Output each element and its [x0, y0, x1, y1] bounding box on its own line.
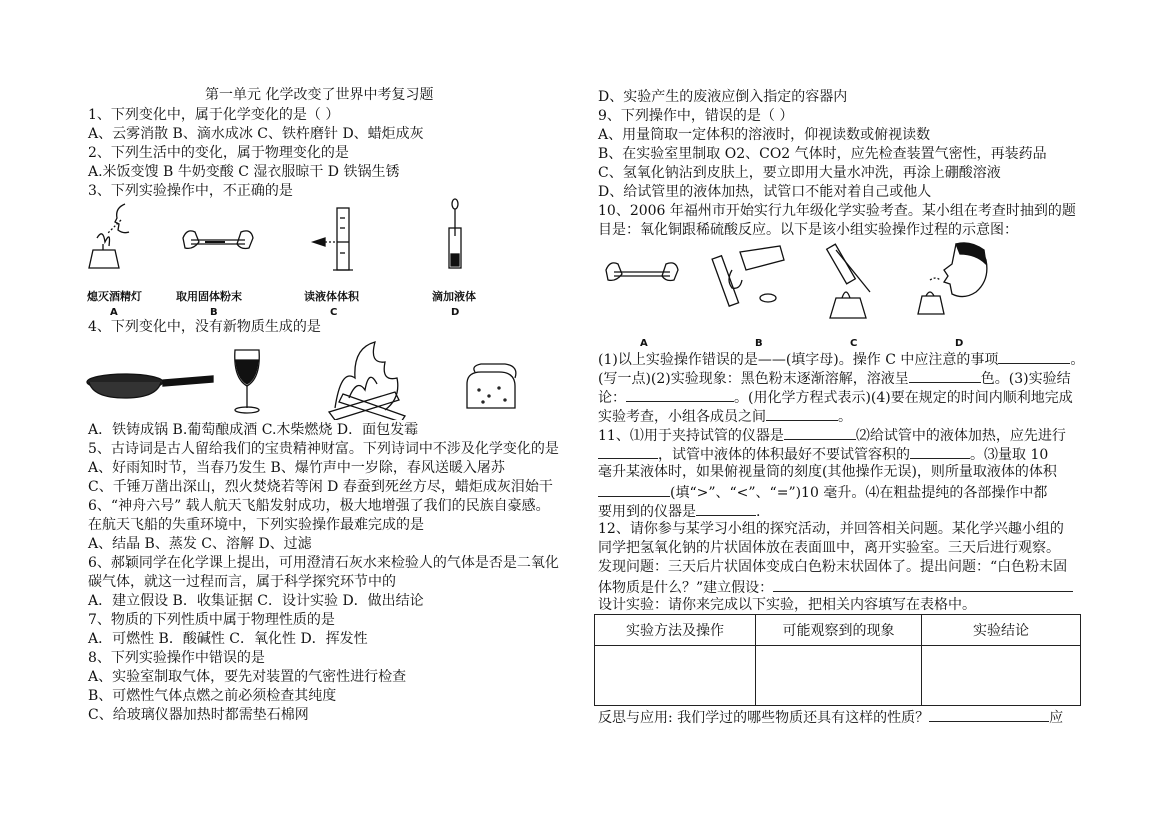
wine-glass-illustration	[235, 350, 260, 413]
figure-letter: C	[330, 307, 338, 318]
question-text: 目是：氧化铜跟稀硫酸反应。以下是该小组实验操作过程的示意图：	[598, 222, 1018, 238]
answer-blank[interactable]	[910, 444, 970, 459]
figure-caption: 熄灭酒精灯	[87, 290, 142, 303]
question-text	[598, 577, 1073, 598]
table-cell[interactable]	[756, 646, 922, 706]
text-segment: ，试管中液体的体积最好不要试管容积的	[658, 447, 910, 463]
question-text: 设计实验：请你来完成以下实验，把相关内容填写在表格中。	[598, 597, 976, 613]
text-segment: .	[756, 504, 761, 520]
text-segment: 。	[1070, 352, 1085, 368]
answer-blank[interactable]	[696, 501, 756, 516]
text-segment: 。⑶量取 10	[970, 447, 1049, 463]
figure-letter: D	[955, 338, 964, 349]
text-segment: 反思与应用: 我们学过的哪些物质还具有这样的性质？	[598, 710, 930, 726]
question-text: 发现问题：三天后片状固体变成白色粉末状固体了。提出问题：“白色粉末固	[598, 559, 1068, 575]
question-text: 毫升某液体时，如果俯视量筒的刻度(其他操作无误)，则所量取液体的体积	[598, 464, 1057, 480]
text-segment: ⑵给试管中的液体加热，应先进行	[855, 428, 1066, 444]
pan-illustration	[87, 374, 213, 398]
table-header: 可能观察到的现象	[756, 615, 922, 646]
question-text	[598, 482, 1047, 503]
text-segment: 要用到的仪器是	[598, 504, 696, 520]
question-text	[598, 368, 1071, 389]
dropper-illustration	[449, 199, 461, 268]
answer-blank[interactable]	[598, 444, 658, 459]
question-text: A、用量筒取一定体积的溶液时，仰视读数或俯视读数	[598, 127, 931, 143]
question-text: A．可燃性 B．酸碱性 C．氧化性 D．挥发性	[88, 631, 368, 647]
question-text: 5、古诗词是古人留给我们的宝贵精神财富。下列诗词中不涉及化学变化的是	[88, 441, 559, 457]
experiment-table	[594, 614, 1081, 706]
powder-in-tube-illustration	[606, 263, 678, 281]
question-text: 碳气体，就这一过程而言，属于科学探究环节中的	[88, 574, 396, 590]
lab-operations-figure	[85, 198, 485, 298]
question-text	[598, 425, 1066, 446]
question-text: D、实验产生的废液应倒入指定的容器内	[598, 89, 848, 105]
smell-gas-illustration	[918, 243, 987, 314]
question-text	[598, 387, 1073, 408]
question-text: A．建立假设 B．收集证据 C．设计实验 D．做出结论	[88, 593, 424, 609]
question-text: C、氢氧化钠沾到皮肤上，要立即用大量水冲洗，再涂上硼酸溶液	[598, 165, 1001, 181]
table-cell[interactable]	[922, 646, 1081, 706]
text-segment: 色。(3)实验结	[980, 371, 1071, 387]
table-cell[interactable]	[595, 646, 756, 706]
figure-caption: 滴加液体	[432, 290, 476, 303]
question-text: 6、“神舟六号” 载人航天飞船发射成功，极大地增强了我们的民族自豪感。	[88, 498, 550, 514]
pour-acid-illustration	[712, 246, 784, 306]
question-text: A、结晶 B、蒸发 C、溶解 D、过滤	[88, 536, 312, 552]
question-text: C、给玻璃仪器加热时都需垫石棉网	[88, 707, 309, 723]
question-text	[598, 406, 852, 427]
figure-letter: D	[451, 307, 460, 318]
question-text: 12、请你参与某学习小组的探究活动，并回答相关问题。某化学兴趣小组的	[598, 521, 1064, 537]
text-segment: 11、⑴用于夹持试管的仪器是	[598, 428, 784, 444]
campfire-illustration	[329, 342, 405, 420]
figure-letter: B	[755, 338, 763, 349]
question-text	[598, 501, 760, 522]
question-text: 7、物质的下列性质中属于物理性质的是	[88, 612, 335, 628]
question-text: 3、下列实验操作中，不正确的是	[88, 183, 293, 199]
answer-blank[interactable]	[784, 425, 856, 440]
figure-caption: 取用固体粉末	[176, 290, 242, 303]
text-segment: (1)以上实验操作错误的是——(填字母)。操作 C 中应注意的事项	[598, 352, 999, 368]
question-text: B、可燃性气体点燃之前必须检查其纯度	[88, 688, 337, 704]
answer-blank[interactable]	[626, 387, 734, 402]
table-header: 实验方法及操作	[595, 615, 756, 646]
table-header: 实验结论	[922, 615, 1081, 646]
answer-blank[interactable]	[598, 482, 670, 497]
text-segment: 。(用化学方程式表示)(4)要在规定的时间内顺利地完成	[734, 390, 1073, 406]
question-text: 4、下列变化中，没有新物质生成的是	[88, 319, 321, 335]
text-segment: 论：	[598, 390, 626, 406]
text-segment: 体物质是什么？”建立假设：	[598, 580, 774, 596]
answer-blank[interactable]	[998, 349, 1070, 364]
figure-caption: 读液体体积	[304, 290, 359, 303]
text-segment: 实验考查，小组各成员之间	[598, 409, 766, 425]
question-text: A、云雾消散 B、滴水成冰 C、铁杵磨针 D、蜡炬成灰	[88, 126, 424, 142]
text-segment: 应	[1049, 710, 1064, 726]
question-text: A、好雨知时节，当春乃发生 B、爆竹声中一岁除，春风送暖入屠苏	[88, 460, 505, 476]
answer-blank[interactable]	[909, 368, 981, 383]
question-text	[598, 444, 1048, 465]
figure-letter: B	[210, 307, 218, 318]
read-cylinder-illustration	[313, 208, 353, 270]
question-text: 在航天飞船的失重环境中，下列实验操作最难完成的是	[88, 517, 424, 533]
text-segment: (写一点)(2)实验现象：黑色粉末逐渐溶解，溶液呈	[598, 371, 909, 387]
question-text: 8、下列实验操作中错误的是	[88, 650, 265, 666]
q10-figure	[600, 240, 1000, 340]
question-text: D、给试管里的液体加热，试管口不能对着自己或他人	[598, 184, 932, 200]
question-text: 6、郝颖同学在化学课上提出，可用澄清石灰水来检验人的气体是否是二氧化	[88, 555, 559, 571]
page-title: 第一单元 化学改变了世界中考复习题	[205, 87, 434, 103]
question-text: 2、下列生活中的变化，属于物理变化的是	[88, 145, 349, 161]
question-text: 同学把氢氧化钠的片状固体放在表面皿中，离开实验室。三天后进行观察。	[598, 540, 1060, 556]
text-segment: (填“>”、“<”、“=”)10 毫升。⑷在粗盐提纯的各部操作中都	[670, 485, 1048, 501]
q4-options: A．铁铸成锅 B.葡萄酿成酒 C.木柴燃烧 D．面包发霉	[88, 422, 419, 438]
question-text	[598, 349, 1084, 370]
answer-blank[interactable]	[766, 406, 838, 421]
question-text: 9、下列操作中，错误的是（ ）	[598, 108, 794, 124]
blow-out-lamp-illustration	[89, 204, 129, 268]
question-text: 1、下列变化中，属于化学变化的是（ ）	[88, 107, 340, 123]
question-text: C、千锤万凿出深山，烈火焚烧若等闲 D 春蚕到死丝方尽，蜡炬成灰泪始干	[88, 479, 553, 495]
question-text: A.米饭变馊 B 牛奶变酸 C 湿衣服晾干 D 铁锅生锈	[88, 164, 400, 180]
figure-letter: A	[110, 307, 118, 318]
question-text	[598, 707, 1063, 728]
question-text: B、在实验室里制取 O2、CO2 气体时，应先检查装置气密性，再装药品	[598, 146, 1047, 162]
figure-letter: A	[640, 338, 648, 349]
answer-blank[interactable]	[929, 707, 1049, 722]
text-segment: 。	[838, 409, 852, 425]
powder-in-tube-illustration	[183, 231, 253, 249]
bread-illustration	[467, 364, 516, 408]
answer-blank[interactable]	[773, 577, 1073, 592]
question-text: 10、2006 年福州市开始实行九年级化学实验考查。某小组在考查时抽到的题	[598, 203, 1076, 219]
question-text: A、实验室制取气体，要先对装置的气密性进行检查	[88, 669, 407, 685]
heat-tube-illustration	[827, 244, 870, 318]
q4-figure	[85, 338, 525, 420]
figure-letter: C	[850, 338, 858, 349]
